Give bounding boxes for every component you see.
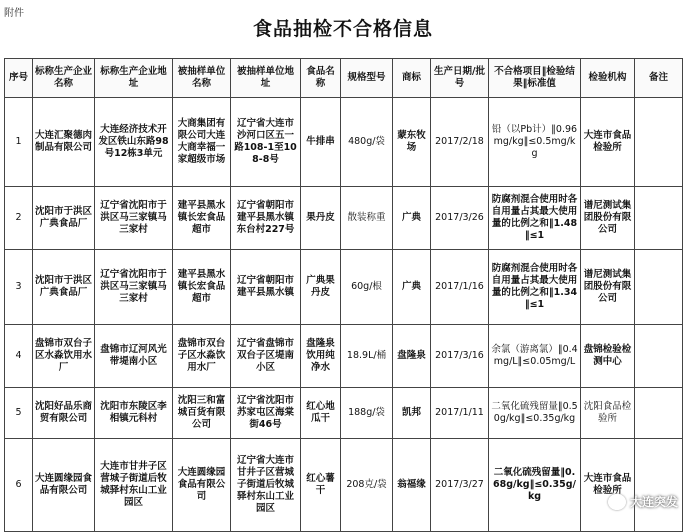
cell-result: 防腐剂混合使用时各自用量占其最大使用量的比例之和‖1.48‖≤1 [489,187,581,250]
cell-no: 5 [5,388,33,439]
cell-result: 铅（以Pb计）‖0.96mg/kg‖≤0.5mg/kg [489,98,581,187]
cell-remark [635,388,683,439]
cell-sampled-address: 辽宁省朝阳市建平县黑水镇 [231,250,301,325]
table-row [5,98,683,187]
attachment-label: 附件 [4,8,24,19]
cell-food: 牛排串 [301,98,341,187]
cell-sampled-unit: 盘锦市双台子区水淼饮用水厂 [173,325,231,388]
cell-remark [635,439,683,532]
cell-food: 广典果丹皮 [301,250,341,325]
cell-agency: 谱尼测试集团股份有限公司 [581,250,635,325]
cell-agency: 盘锦检验检测中心 [581,325,635,388]
cell-producer-address: 辽宁省沈阳市于洪区马三家镇马三家村 [95,250,173,325]
cell-spec: 208克/袋 [341,439,393,532]
cell-food: 红心地瓜干 [301,388,341,439]
header-food: 食品名称 [301,59,341,98]
cell-remark [635,325,683,388]
cell-producer: 盘锦市双台子区水淼饮用水厂 [33,325,95,388]
watermark-text: 大连突发 [629,495,678,509]
header-brand: 商标 [393,59,431,98]
cell-sampled-unit: 建平县黑水镇长宏食品超市 [173,187,231,250]
header-date: 生产日期/批号 [431,59,489,98]
cell-food: 红心薯干 [301,439,341,532]
cell-result: 防腐剂混合使用时各自用量占其最大使用量的比例之和‖1.34‖≤1 [489,250,581,325]
cell-date: 2017/3/27 [431,439,489,532]
cell-agency: 大连市食品检验所 [581,98,635,187]
cell-producer-address: 大连经济技术开发区铁山东路98号12栋3单元 [95,98,173,187]
cell-producer: 沈阳市于洪区广典食品厂 [33,187,95,250]
cell-no: 4 [5,325,33,388]
cell-no: 6 [5,439,33,532]
cell-sampled-address: 辽宁省大连市沙河口区五一路108-1至108-8号 [231,98,301,187]
header-producer: 标称生产企业名称 [33,59,95,98]
cell-date: 2017/3/16 [431,325,489,388]
table-row [5,325,683,388]
cell-food: 盘隆泉饮用纯净水 [301,325,341,388]
cell-producer: 大连汇聚德肉制品有限公司 [33,98,95,187]
cell-no: 1 [5,98,33,187]
cell-producer-address: 大连市甘井子区营城子街道后牧城驿村东山工业园区 [95,439,173,532]
cell-date: 2017/1/16 [431,250,489,325]
cell-food: 果丹皮 [301,187,341,250]
header-remark: 备注 [635,59,683,98]
header-spec: 规格型号 [341,59,393,98]
cell-producer: 大连圆缘园食品有限公司 [33,439,95,532]
cell-spec: 188g/袋 [341,388,393,439]
table-row [5,388,683,439]
cell-sampled-address: 辽宁省朝阳市建平县黑水镇东台村227号 [231,187,301,250]
cell-agency: 沈阳食品检验所 [581,388,635,439]
cell-date: 2017/2/18 [431,98,489,187]
cell-no: 3 [5,250,33,325]
cell-brand: 广典 [393,187,431,250]
cell-sampled-unit: 建平县黑水镇长宏食品超市 [173,250,231,325]
cell-sampled-unit: 大连圆缘园食品有限公司 [173,439,231,532]
cell-sampled-address: 辽宁省大连市甘井子区营城子街道后牧城驿村东山工业园区 [231,439,301,532]
wechat-icon [608,494,626,510]
cell-producer-address: 沈阳市东陵区李相镇元科村 [95,388,173,439]
table-header-row [5,59,683,98]
cell-spec: 60g/根 [341,250,393,325]
cell-result: 余氯（游离氯）‖0.4mg/L‖≤0.05mg/L [489,325,581,388]
cell-agency: 谱尼测试集团股份有限公司 [581,187,635,250]
cell-brand: 翁福缘 [393,439,431,532]
header-agency: 检验机构 [581,59,635,98]
cell-brand: 广典 [393,250,431,325]
header-result: 不合格项目‖检验结果‖标准值 [489,59,581,98]
cell-result: 二氧化硫残留量‖0.68g/kg‖≤0.35g/kg [489,439,581,532]
header-producer-address: 标称生产企业地址 [95,59,173,98]
cell-producer: 沈阳市于洪区广典食品厂 [33,250,95,325]
cell-sampled-address: 辽宁省盘锦市双台子区堤南小区 [231,325,301,388]
cell-date: 2017/3/26 [431,187,489,250]
cell-producer: 沈阳好品乐商贸有限公司 [33,388,95,439]
page-title: 食品抽检不合格信息 [252,18,433,40]
cell-remark [635,187,683,250]
cell-no: 2 [5,187,33,250]
cell-sampled-address: 辽宁省沈阳市苏家屯区海棠街46号 [231,388,301,439]
cell-brand: 凯邦 [393,388,431,439]
cell-sampled-unit: 大商集团有限公司大连大商幸福一家超级市场 [173,98,231,187]
food-inspection-table [4,58,683,532]
cell-producer-address: 辽宁省沈阳市于洪区马三家镇马三家村 [95,187,173,250]
cell-spec: 18.9L/桶 [341,325,393,388]
table-row [5,187,683,250]
cell-spec: 散装称重 [341,187,393,250]
table-row [5,439,683,532]
cell-remark [635,250,683,325]
cell-sampled-unit: 沈阳三和富城百货有限公司 [173,388,231,439]
header-sampled-address: 被抽样单位地址 [231,59,301,98]
header-sampled-unit: 被抽样单位名称 [173,59,231,98]
cell-spec: 480g/袋 [341,98,393,187]
header-no: 序号 [5,59,33,98]
cell-result: 二氧化硫残留量‖0.50g/kg‖≤0.35g/kg [489,388,581,439]
watermark [608,493,678,510]
table-row [5,250,683,325]
cell-agency: 大连市食品检验所 [581,439,635,532]
cell-date: 2017/1/11 [431,388,489,439]
cell-producer-address: 盘锦市辽河风光带堤南小区 [95,325,173,388]
cell-brand: 蒙东牧场 [393,98,431,187]
cell-brand: 盘隆泉 [393,325,431,388]
cell-remark [635,98,683,187]
